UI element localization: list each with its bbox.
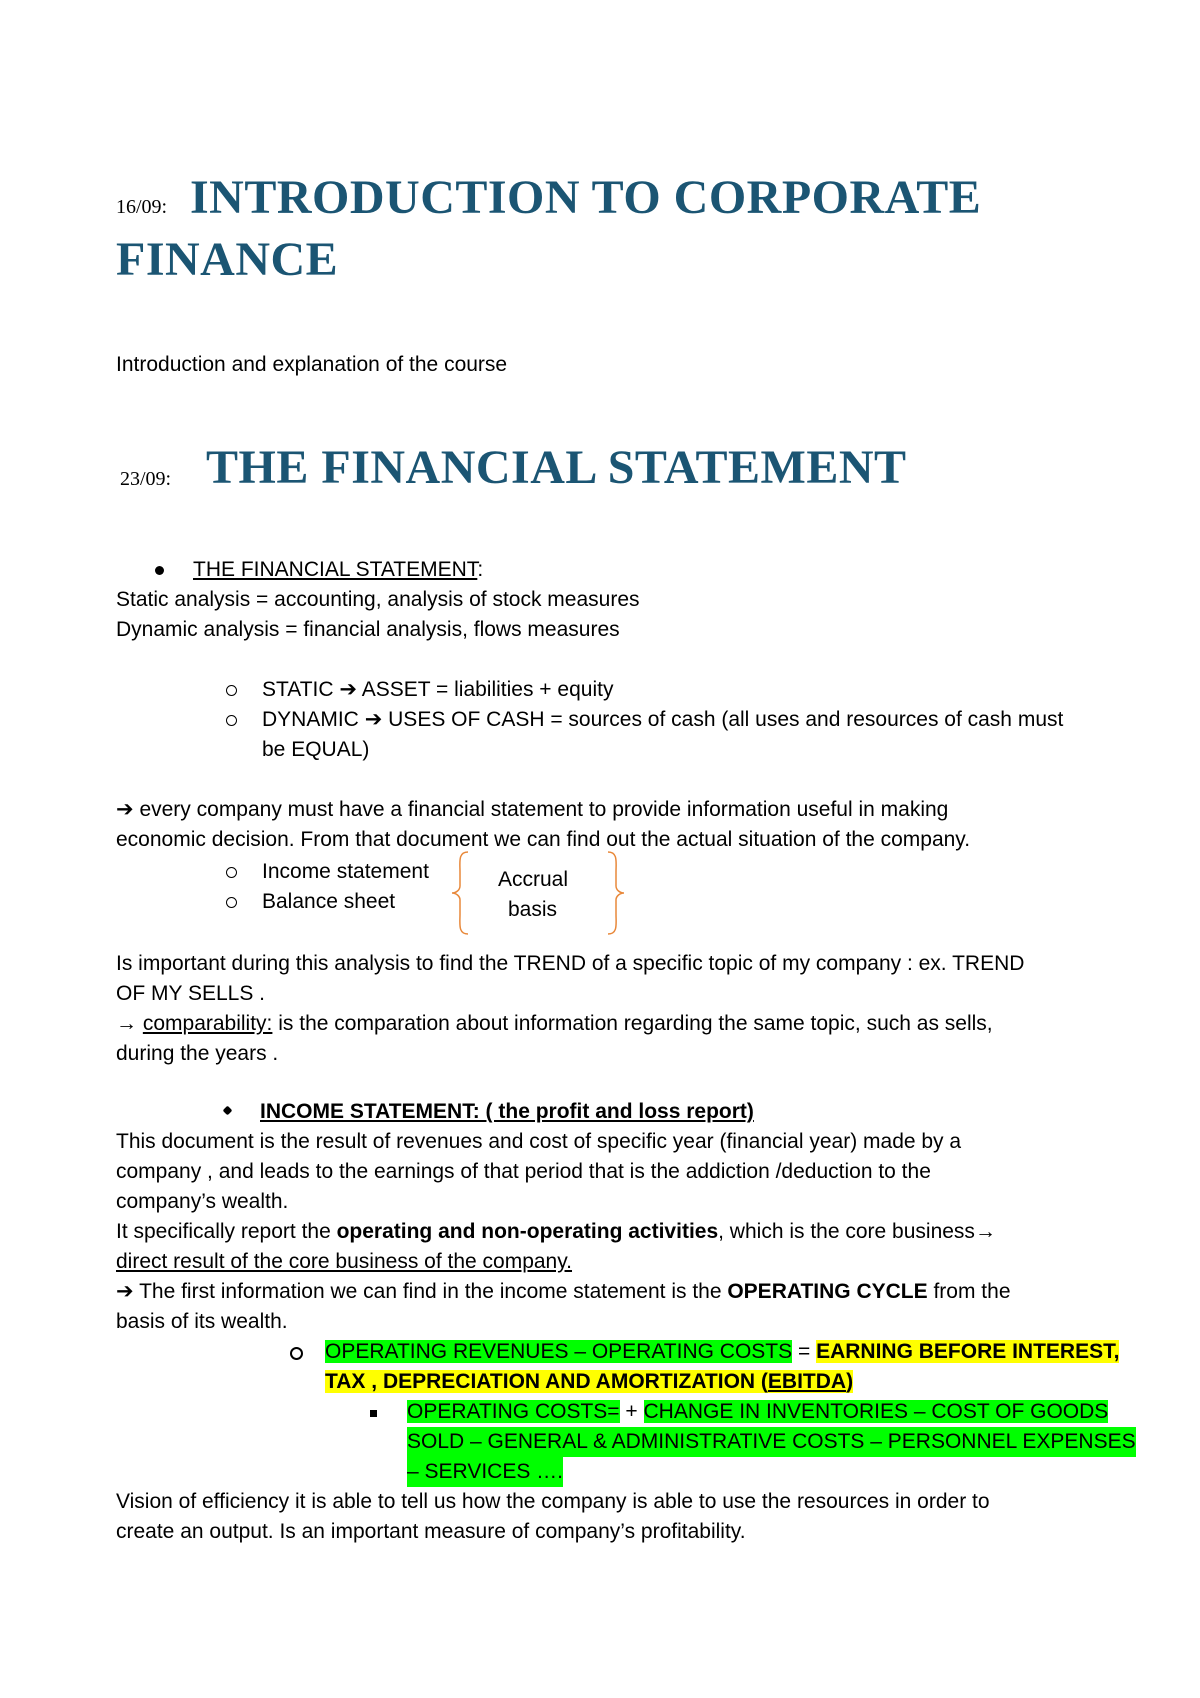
square-bullet-icon	[370, 1410, 377, 1417]
bullet-dot-icon	[155, 566, 164, 575]
basis-label: basis	[508, 898, 558, 921]
income-p2-line2: direct result of the core business of the company.	[116, 1250, 573, 1273]
static-analysis-line: Static analysis = accounting, analysis of stock measures	[116, 588, 640, 611]
dynamic-analysis-line: Dynamic analysis = financial analysis, flows measures	[116, 618, 620, 641]
section1-date: 16/09:	[116, 196, 168, 218]
arrow-right-icon: →	[116, 1012, 137, 1035]
arrow-right-icon: ➔	[116, 798, 134, 821]
dynamic-item: DYNAMIC ➔ USES OF CASH = sources of cash (all uses and resources of cash must	[262, 708, 1064, 731]
dynamic-item-continued: be EQUAL)	[262, 738, 370, 761]
financial-statement-heading: THE FINANCIAL STATEMENT:	[193, 558, 484, 581]
trend-line1: Is important during this analysis to find the TREND of a specific topic of my company : ex. TREND	[116, 952, 1025, 975]
section1-title-line2: FINANCE	[116, 233, 339, 286]
circle-bullet-icon	[226, 685, 237, 696]
income-p1-line1: This document is the result of revenues and cost of specific year (financial year) made by a	[116, 1130, 962, 1153]
arrow-right-icon: →	[974, 1220, 996, 1243]
income-p2-line1: It specifically report the operating and non-operating activities, which is the core business→	[116, 1220, 996, 1243]
income-statement-item: Income statement	[262, 860, 429, 883]
every-company-line1: ➔ every company must have a financial statement to provide information useful in making	[116, 798, 949, 821]
every-company-line2: economic decision. From that document we can find out the actual situation of the company.	[116, 828, 971, 851]
comparability-line2: during the years .	[116, 1042, 279, 1065]
vision-line1: Vision of efficiency it is able to tell us how the company is able to use the resources in order to	[116, 1490, 990, 1513]
circle-bullet-icon	[226, 867, 237, 878]
ebitda-formula-line2: TAX , DEPRECIATION AND AMORTIZATION (EBITDA)	[325, 1370, 854, 1393]
vision-line2: create an output. Is an important measure of company’s profitability.	[116, 1520, 746, 1543]
bullet-dot-icon	[223, 1106, 233, 1116]
income-p3-line2: basis of its wealth.	[116, 1310, 288, 1333]
income-statement-heading: INCOME STATEMENT: ( the profit and loss report)	[260, 1100, 754, 1123]
arrow-right-icon: ➔	[339, 678, 358, 701]
circle-bullet-icon	[290, 1347, 303, 1360]
accrual-label: Accrual	[498, 868, 569, 891]
static-item: STATIC ➔ ASSET = liabilities + equity	[262, 678, 614, 701]
arrow-right-icon: ➔	[116, 1280, 134, 1303]
course-intro-text: Introduction and explanation of the course	[116, 353, 508, 376]
operating-costs-line3: – SERVICES ….	[407, 1457, 563, 1487]
section1-title-line1: INTRODUCTION TO CORPORATE	[190, 171, 982, 224]
section2-date: 23/09:	[120, 468, 172, 490]
circle-bullet-icon	[226, 897, 237, 908]
ebitda-formula-line1: OPERATING REVENUES – OPERATING COSTS = EARNING BEFORE INTEREST,	[325, 1340, 1120, 1363]
operating-costs-line1: OPERATING COSTS= + CHANGE IN INVENTORIES – COST OF GOODS	[407, 1400, 1109, 1423]
curly-brace-icon	[448, 850, 472, 936]
trend-line2: OF MY SELLS .	[116, 982, 265, 1005]
income-p3-line1: ➔ The first information we can find in the income statement is the OPERATING CYCLE from the	[116, 1280, 1011, 1303]
section2-title: THE FINANCIAL STATEMENT	[206, 441, 907, 494]
income-p1-line3: company’s wealth.	[116, 1190, 289, 1213]
income-p1-line2: company , and leads to the earnings of that period that is the addiction /deduction to the	[116, 1160, 931, 1183]
operating-costs-line2: SOLD – GENERAL & ADMINISTRATIVE COSTS – PERSONNEL EXPENSES	[407, 1427, 1136, 1457]
comparability-line1: → comparability: is the comparation about information regarding the same topic, such as sells,	[116, 1012, 993, 1035]
curly-brace-icon	[604, 850, 628, 936]
balance-sheet-item: Balance sheet	[262, 890, 396, 913]
arrow-right-icon: ➔	[364, 708, 383, 731]
circle-bullet-icon	[226, 715, 237, 726]
